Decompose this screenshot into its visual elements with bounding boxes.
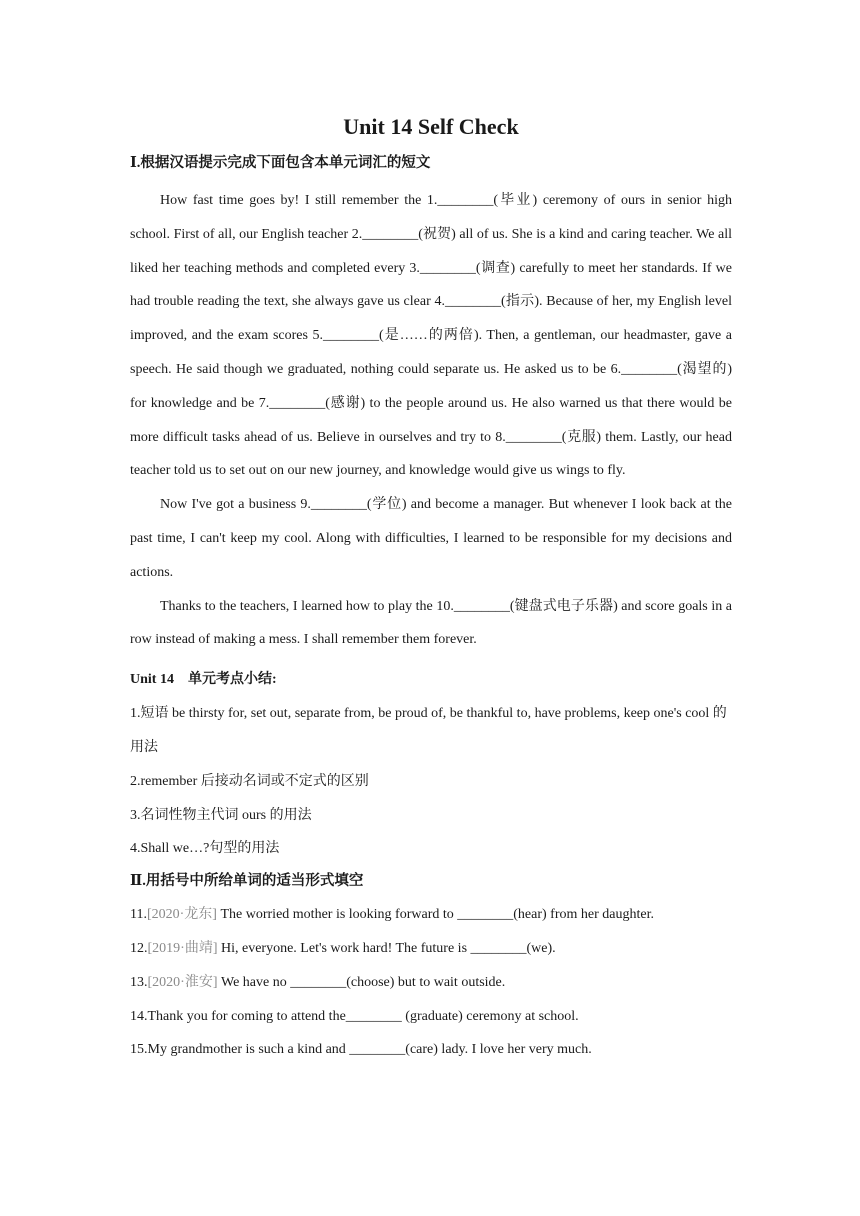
passage-paragraph-1: How fast time goes by! I still remember the 1.________(毕业) ceremony of ours in senior high school. First of all, our English teacher 2.________(祝贺) all of us. She is a kind and caring teacher. We all liked her teaching methods and completed every 3.________(调查) carefully to meet her standards. If we had trouble reading the text, she always gave us clear 4.________(指示). Because of her, my English level improved, and the exam scores 5.________(是……的两倍). Then, a gentleman, our headmaster, gave a speech. He said though we graduated, nothing could separate us. He asked us to be 6.________(渴望的) for knowledge and be 7.________(感谢) to the people around us. He also warned us that there would be more difficult tasks ahead of us. Believe in ourselves and try to 8.________(克服) them. Lastly, our head teacher told us to set out on our new journey, and knowledge would give us wings to fly.	[130, 193, 732, 479]
section2-heading: Ⅱ.用括号中所给单词的适当形式填空	[130, 873, 364, 890]
summary-item-1: 1.短语 be thirsty for, set out, separate from, be proud of, be thankful to, have problems, keep one's cool 的用法	[130, 706, 727, 755]
section1-heading: Ⅰ.根据汉语提示完成下面包含本单元词汇的短文	[130, 155, 431, 171]
question-text: Hi, everyone. Let's work hard! The future is ________(we).	[217, 940, 556, 956]
question-14	[130, 1000, 732, 1034]
question-text: My grandmother is such a kind and ________(care) lady. I love her very much.	[147, 1042, 592, 1058]
question-source: [2019·曲靖]	[147, 940, 218, 956]
question-text: The worried mother is looking forward to ________(hear) from her daughter.	[216, 907, 654, 923]
question-12	[130, 932, 732, 966]
question-number: 14.	[130, 1008, 148, 1024]
summary-heading: Unit 14 单元考点小结:	[130, 672, 277, 688]
question-source: [2020·淮安]	[147, 974, 218, 990]
question-text: We have no ________(choose) but to wait outside.	[217, 974, 506, 990]
document-page	[130, 112, 732, 1067]
question-source: [2020·龙东]	[146, 907, 217, 923]
question-text: Thank you for coming to attend the________ (graduate) ceremony at school.	[147, 1008, 579, 1024]
question-number: 15.	[130, 1042, 148, 1058]
question-number: 12.	[130, 940, 148, 956]
question-number: 13.	[130, 974, 148, 990]
passage-paragraph-3: Thanks to the teachers, I learned how to play the 10.________(键盘式电子乐器) and score goals in a row instead of making a mess. I shall remember them forever.	[130, 598, 732, 648]
summary-item-4: 4.Shall we…?句型的用法	[130, 841, 280, 857]
summary-item-3: 3.名词性物主代词 ours 的用法	[130, 807, 312, 823]
question-15	[130, 1033, 732, 1067]
question-13	[130, 966, 732, 1000]
summary-item-2: 2.remember 后接动名词或不定式的区别	[130, 773, 369, 789]
question-number: 11.	[130, 907, 147, 923]
page-title: Unit 14 Self Check	[343, 114, 519, 139]
question-11	[130, 898, 732, 932]
passage-paragraph-2: Now I've got a business 9.________(学位) and become a manager. But whenever I look back at the past time, I can't keep my cool. Along with difficulties, I learned to be responsible for my decisions and actions.	[130, 497, 732, 580]
